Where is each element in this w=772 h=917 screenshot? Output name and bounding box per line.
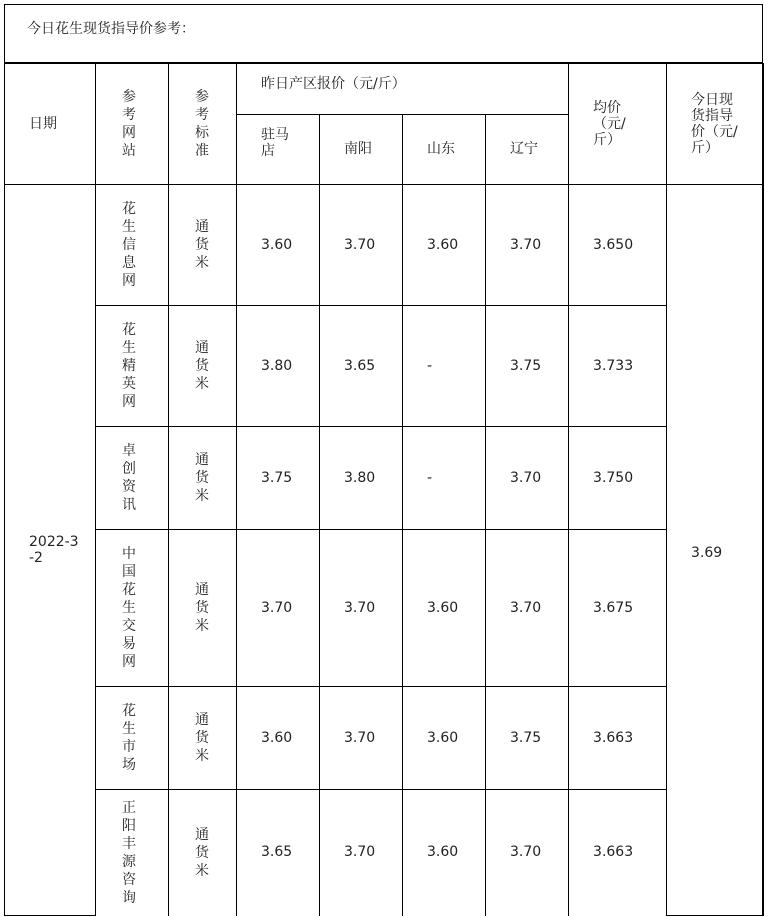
header-yesterday-group: 昨日产区报价（元/斤） xyxy=(237,64,569,115)
price-cell: 3.70 xyxy=(320,185,403,306)
price-reference-document xyxy=(4,4,763,916)
price-cell: 3.60 xyxy=(403,687,486,790)
average-cell: 3.733 xyxy=(569,306,667,427)
price-cell: 3.70 xyxy=(486,427,569,530)
site-cell: 花生信息网 xyxy=(96,185,169,306)
standard-cell: 通货米 xyxy=(169,687,237,790)
price-table xyxy=(4,63,764,916)
site-cell: 花生市场 xyxy=(96,687,169,790)
price-cell: 3.70 xyxy=(237,530,320,687)
price-cell: - xyxy=(403,427,486,530)
average-cell: 3.750 xyxy=(569,427,667,530)
price-cell: 3.70 xyxy=(486,185,569,306)
price-cell: 3.70 xyxy=(320,530,403,687)
site-cell: 正阳丰源咨询 xyxy=(96,790,169,916)
header-region: 驻马店 xyxy=(237,115,320,185)
price-cell: 3.75 xyxy=(486,306,569,427)
price-cell: 3.60 xyxy=(403,185,486,306)
table-row xyxy=(5,530,764,687)
table-row xyxy=(5,687,764,790)
header-site: 参考网站 xyxy=(96,64,169,185)
table-row xyxy=(5,185,764,306)
date-cell: 2022-3-2 xyxy=(5,185,96,916)
table-row xyxy=(5,790,764,916)
site-cell: 中国花生交易网 xyxy=(96,530,169,687)
price-cell: 3.65 xyxy=(320,306,403,427)
header-row-1 xyxy=(5,64,764,115)
price-cell: 3.70 xyxy=(486,530,569,687)
header-region: 辽宁 xyxy=(486,115,569,185)
site-cell: 卓创资讯 xyxy=(96,427,169,530)
price-cell: 3.60 xyxy=(403,790,486,916)
average-cell: 3.675 xyxy=(569,530,667,687)
header-region: 山东 xyxy=(403,115,486,185)
standard-cell: 通货米 xyxy=(169,306,237,427)
standard-cell: 通货米 xyxy=(169,530,237,687)
standard-cell: 通货米 xyxy=(169,427,237,530)
price-cell: 3.80 xyxy=(237,306,320,427)
table-row xyxy=(5,427,764,530)
price-cell: 3.70 xyxy=(486,790,569,916)
price-cell: 3.75 xyxy=(237,427,320,530)
header-region: 南阳 xyxy=(320,115,403,185)
average-cell: 3.650 xyxy=(569,185,667,306)
price-cell: 3.60 xyxy=(403,530,486,687)
document-title: 今日花生现货指导价参考： xyxy=(5,5,762,63)
average-cell: 3.663 xyxy=(569,790,667,916)
price-cell: 3.75 xyxy=(486,687,569,790)
price-cell: 3.70 xyxy=(320,687,403,790)
header-average: 均价（元/斤） xyxy=(569,64,667,185)
standard-cell: 通货米 xyxy=(169,790,237,916)
header-date: 日期 xyxy=(5,64,96,185)
site-cell: 花生精英网 xyxy=(96,306,169,427)
average-cell: 3.663 xyxy=(569,687,667,790)
price-cell: 3.60 xyxy=(237,687,320,790)
price-cell: 3.80 xyxy=(320,427,403,530)
price-cell: 3.70 xyxy=(320,790,403,916)
table-row xyxy=(5,306,764,427)
standard-cell: 通货米 xyxy=(169,185,237,306)
price-cell: - xyxy=(403,306,486,427)
price-cell: 3.65 xyxy=(237,790,320,916)
header-standard: 参考标准 xyxy=(169,64,237,185)
header-today-guide: 今日现货指导价（元/斤） xyxy=(667,64,764,185)
price-cell: 3.60 xyxy=(237,185,320,306)
today-price-cell: 3.69 xyxy=(667,185,764,916)
